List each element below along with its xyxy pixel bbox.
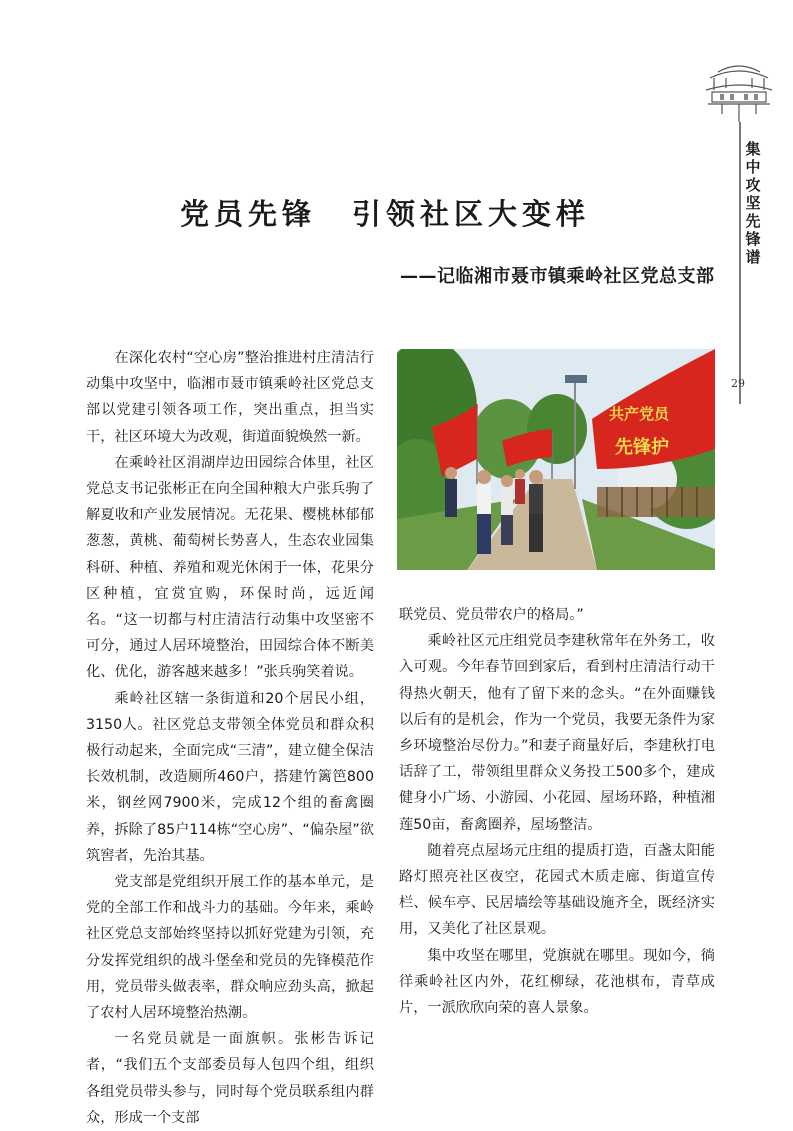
title-part-1: 党员先锋 [179,197,316,231]
title-part-2: 引领社区大变样 [352,197,591,231]
paragraph-continuation: 联党员、党员带农户的格局。” [399,607,584,623]
paragraph: 一名党员就是一面旗帜。张彬告诉记者，“我们五个支部委员每人包四个组，组织各组党员带头参与，同时每个党员联系组内群众，形成一个支部 [86,1031,374,1126]
section-title: 集中攻坚先锋谱 [745,140,761,266]
paragraph: 乘岭社区元庄组党员李建秋常年在外务工，收入可观。今年春节回到家后，看到村庄清洁行动干得热火朝天，他有了留下来的念头。“在外面赚钱以后有的是机会，作为一个党员，我要无条件为家乡环境整治尽份力。”和妻子商量好后，李建秋打电话辞了工，带领组里群众义务投工500多个，建成健身小广场、小游园、小花园、屋场环路，种植湘莲50亩，畜禽圈养，屋场整洁。 [399,633,715,833]
paragraph: 在深化农村“空心房”整治推进村庄清洁行动集中攻坚中，临湘市聂市镇乘岭社区党总支部以党建引领各项工作，突出重点，担当实干，社区环境大为改观，街道面貌焕然一新。 [86,350,374,445]
paragraph: 随着亮点屋场元庄组的提质打造，百盏太阳能路灯照亮社区夜空，花园式木质走廊、街道宣传栏、候车亭、民居墙绘等基础设施齐全，既经济实用，又美化了社区景观。 [399,842,715,938]
paragraph: 党支部是党组织开展工作的基本单元，是党的全部工作和战斗力的基础。今年来，乘岭社区党总支部始终坚持以抓好党建为引领，充分发挥党组织的战斗堡垒和党员的先锋模范作用，党员带头做表率，群众响应劲头高，掀起了农村人居环境整治热潮。 [86,874,374,1022]
paragraph: 集中攻坚在哪里，党旗就在哪里。现如今，徜徉乘岭社区内外，花红柳绿，花池棋布，青草成片，一派欣欣向荣的喜人景象。 [399,947,715,1017]
article-title [150,192,620,233]
article-photo [397,349,715,570]
sidebar-rule [739,122,741,404]
paragraph: 乘岭社区辖一条街道和20个居民小组，3150人。社区党总支带领全体党员和群众积极行动起来，全面完成“三清”，建立健全保洁长效机制，改造厕所460户，搭建竹篱笆800米，钢丝网7900米，完成12个组的畜禽圈养，拆除了85户114栋“空心房”、“偏杂屋”欲筑窖者，先治其基。 [86,690,374,864]
flag-text-2: 先锋护 [615,437,669,458]
article-left-column [86,345,374,1131]
paragraph: 在乘岭社区涓湖岸边田园综合体里，社区党总支书记张彬正在向全国种粮大户张兵驹了解夏收和产业发展情况。无花果、樱桃林郁郁葱葱，黄桃、葡萄树长势喜人，生态农业园集科研、种植、养殖和观光休闲于一体，花果分区种植，宜赏宜购，环保时尚，远近闻名。“这一切都与村庄清洁行动集中攻坚密不可分，通过人居环境整治，田园综合体不断美化、优化，游客越来越多！”张兵驹笑着说。 [86,454,374,681]
flag-text-1: 共产党员 [609,405,670,423]
page-number: 29 [731,377,745,390]
article-right-column [399,602,715,1021]
article-subtitle: ——记临湘市聂市镇乘岭社区党总支部 [400,266,715,287]
pavilion-logo [702,58,776,124]
